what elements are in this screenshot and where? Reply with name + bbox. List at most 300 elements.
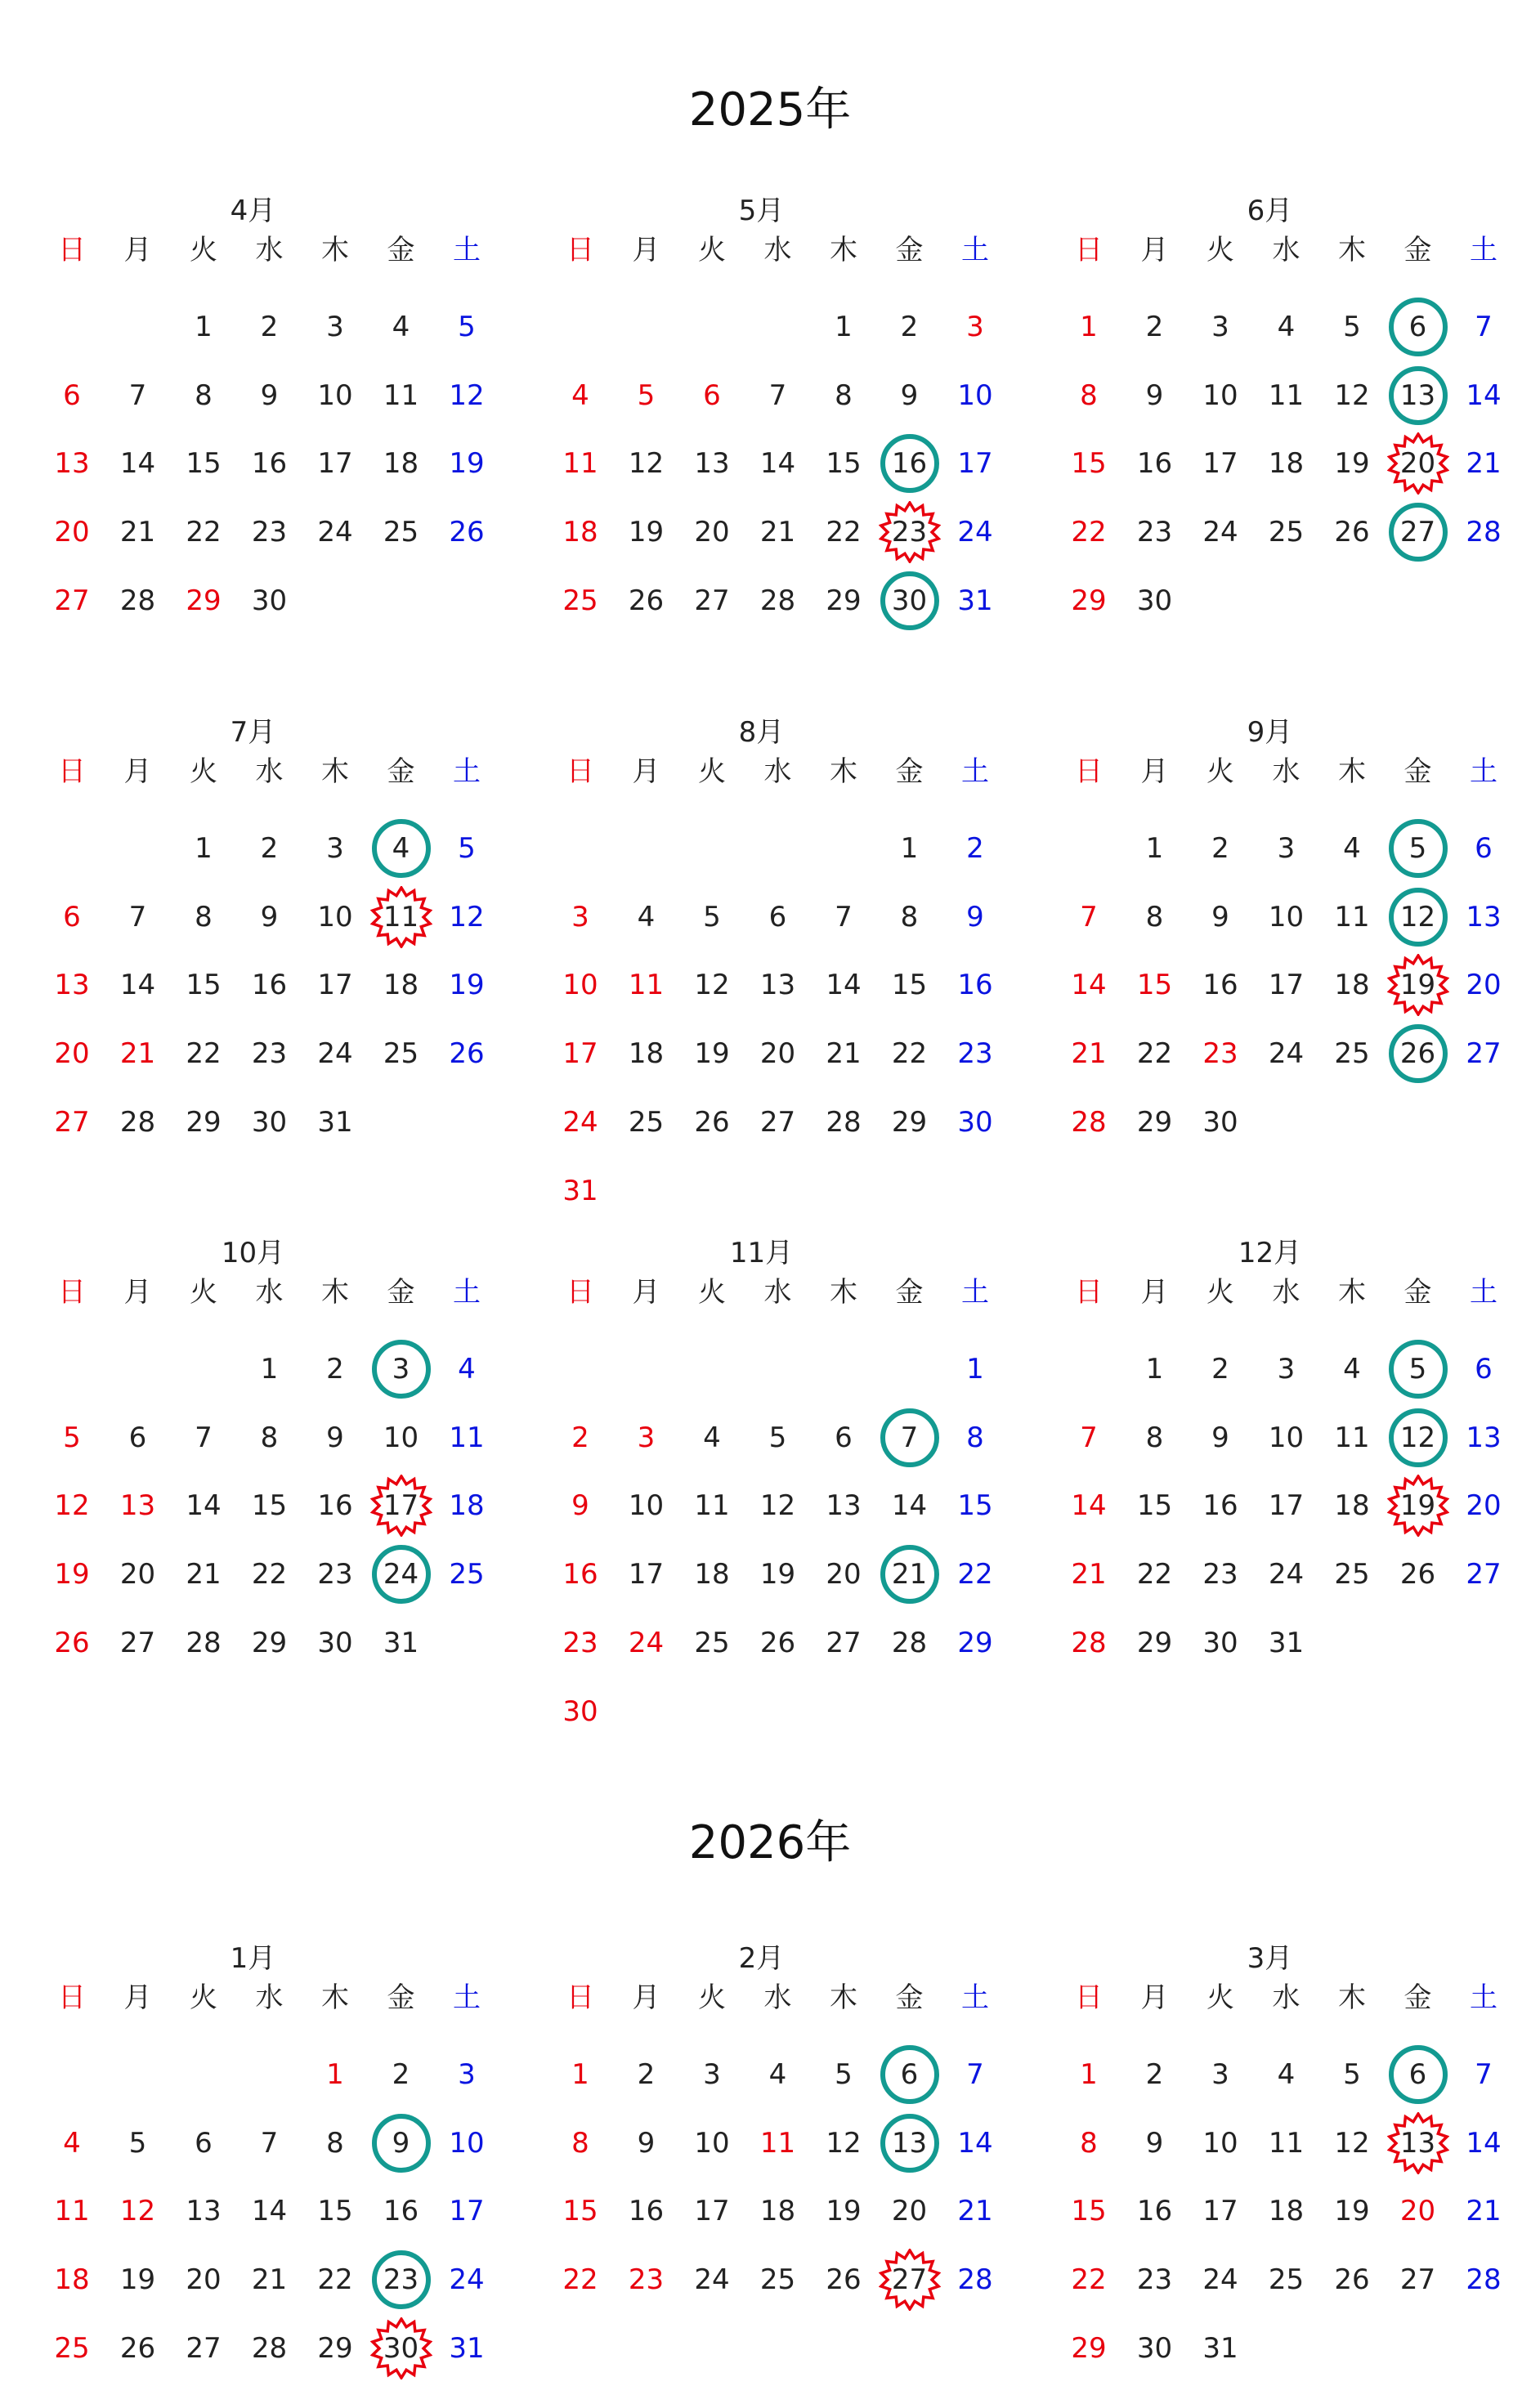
day-cell bbox=[370, 1543, 432, 1605]
day-number: 7 bbox=[900, 1421, 919, 1454]
day-cell bbox=[304, 1612, 366, 1674]
day-cell bbox=[944, 2044, 1006, 2106]
day-cell bbox=[879, 1407, 941, 1469]
day-cell bbox=[1058, 954, 1120, 1016]
day-number: 31 bbox=[449, 2331, 485, 2365]
day-cell bbox=[1256, 2112, 1318, 2174]
day-number: 9 bbox=[637, 2126, 656, 2160]
day-number: 27 bbox=[1399, 2263, 1436, 2297]
day-number: 8 bbox=[326, 2126, 344, 2160]
day-cell bbox=[436, 501, 498, 563]
day-number: 8 bbox=[1080, 2126, 1098, 2160]
weekday-header: 火 bbox=[190, 755, 217, 788]
day-number: 11 bbox=[1268, 2126, 1305, 2160]
day-cell bbox=[1124, 1612, 1186, 1674]
day-cell bbox=[1321, 1475, 1383, 1537]
day-number: 13 bbox=[54, 447, 90, 481]
day-number: 23 bbox=[317, 1558, 353, 1591]
day-number: 13 bbox=[1399, 378, 1436, 412]
month-block bbox=[56, 188, 546, 646]
day-cell bbox=[616, 1475, 678, 1537]
day-cell bbox=[1321, 365, 1383, 427]
day-number: 5 bbox=[128, 2126, 147, 2160]
day-cell bbox=[879, 817, 941, 880]
day-cell bbox=[944, 1023, 1006, 1085]
day-cell bbox=[1124, 296, 1186, 358]
day-cell bbox=[1453, 1338, 1515, 1400]
day-number: 30 bbox=[957, 1105, 993, 1139]
day-cell bbox=[1256, 817, 1318, 880]
day-cell bbox=[239, 1543, 301, 1605]
day-cell bbox=[681, 2249, 743, 2311]
day-cell bbox=[370, 296, 432, 358]
day-number: 1 bbox=[835, 311, 853, 343]
day-cell bbox=[879, 2180, 941, 2242]
day-cell bbox=[1058, 2317, 1120, 2379]
day-number: 3 bbox=[571, 900, 589, 933]
day-cell bbox=[813, 365, 875, 427]
day-number: 8 bbox=[900, 900, 919, 933]
day-cell bbox=[1453, 2180, 1515, 2242]
day-cell bbox=[239, 954, 301, 1016]
day-cell bbox=[879, 954, 941, 1016]
weekday-header: 水 bbox=[255, 755, 284, 788]
day-number: 19 bbox=[1399, 969, 1436, 1002]
day-cell bbox=[1256, 432, 1318, 495]
day-cell bbox=[1124, 365, 1186, 427]
day-cell bbox=[1124, 1091, 1186, 1153]
day-number: 4 bbox=[458, 1353, 476, 1386]
day-number: 21 bbox=[251, 2263, 288, 2297]
day-cell bbox=[304, 817, 366, 880]
day-number: 2 bbox=[326, 1353, 344, 1386]
day-number: 30 bbox=[383, 2331, 419, 2365]
day-cell bbox=[616, 1407, 678, 1469]
day-cell bbox=[813, 1407, 875, 1469]
day-cell bbox=[944, 296, 1006, 358]
day-cell bbox=[1321, 954, 1383, 1016]
day-cell bbox=[813, 2249, 875, 2311]
day-cell bbox=[549, 570, 611, 632]
day-cell bbox=[1189, 2249, 1251, 2311]
day-cell bbox=[747, 2112, 809, 2174]
month-title: 7月 bbox=[230, 716, 276, 749]
day-cell bbox=[813, 2112, 875, 2174]
day-cell bbox=[681, 1612, 743, 1674]
day-cell bbox=[107, 365, 169, 427]
day-cell bbox=[681, 2180, 743, 2242]
day-number: 17 bbox=[562, 1037, 598, 1071]
day-number: 8 bbox=[835, 378, 853, 412]
day-cell bbox=[172, 1543, 235, 1605]
day-number: 31 bbox=[1268, 1626, 1305, 1659]
day-cell bbox=[747, 2249, 809, 2311]
day-cell bbox=[370, 1612, 432, 1674]
day-number: 5 bbox=[1408, 832, 1427, 865]
day-cell bbox=[172, 2249, 235, 2311]
day-cell bbox=[370, 365, 432, 427]
day-cell bbox=[1189, 817, 1251, 880]
day-cell bbox=[879, 1612, 941, 1674]
day-cell bbox=[616, 2112, 678, 2174]
day-cell bbox=[1387, 817, 1449, 880]
day-cell bbox=[172, 1475, 235, 1537]
day-cell bbox=[436, 432, 498, 495]
weekday-header: 土 bbox=[1470, 234, 1497, 266]
day-cell bbox=[1189, 1023, 1251, 1085]
month-title: 12月 bbox=[1238, 1237, 1302, 1269]
day-cell bbox=[1453, 1543, 1515, 1605]
day-cell bbox=[41, 1475, 103, 1537]
day-number: 26 bbox=[1334, 516, 1370, 549]
day-number: 30 bbox=[251, 1105, 288, 1139]
day-number: 27 bbox=[1466, 1558, 1502, 1591]
day-number: 22 bbox=[317, 2263, 353, 2297]
weekday-header: 日 bbox=[566, 1276, 594, 1309]
day-cell bbox=[1189, 432, 1251, 495]
day-number: 26 bbox=[54, 1626, 90, 1659]
day-number: 10 bbox=[1202, 378, 1238, 412]
day-cell bbox=[1321, 1338, 1383, 1400]
day-cell bbox=[813, 296, 875, 358]
day-cell bbox=[41, 886, 103, 948]
day-cell bbox=[879, 886, 941, 948]
day-number: 28 bbox=[1071, 1105, 1107, 1139]
day-number: 19 bbox=[449, 969, 485, 1002]
weekday-header: 日 bbox=[58, 234, 86, 266]
weekday-header: 日 bbox=[58, 1981, 86, 2014]
day-number: 12 bbox=[1399, 1421, 1436, 1454]
day-number: 24 bbox=[1268, 1558, 1305, 1591]
day-number: 2 bbox=[966, 832, 984, 865]
day-cell bbox=[107, 2180, 169, 2242]
weekday-header: 木 bbox=[830, 1981, 857, 2014]
weekday-header: 土 bbox=[961, 755, 989, 788]
day-number: 29 bbox=[826, 584, 862, 617]
month-block bbox=[1072, 1936, 1540, 2393]
day-cell bbox=[370, 2112, 432, 2174]
day-cell bbox=[107, 2317, 169, 2379]
day-number: 6 bbox=[768, 900, 787, 933]
day-cell bbox=[813, 1475, 875, 1537]
day-number: 25 bbox=[1268, 516, 1305, 549]
day-number: 13 bbox=[1466, 900, 1502, 933]
weekday-header: 土 bbox=[1470, 1276, 1497, 1309]
day-cell bbox=[1387, 2112, 1449, 2174]
day-number: 17 bbox=[1268, 969, 1305, 1002]
day-number: 12 bbox=[759, 1489, 796, 1523]
weekday-header: 月 bbox=[632, 1981, 660, 2014]
day-cell bbox=[681, 886, 743, 948]
day-number: 7 bbox=[1080, 1421, 1098, 1454]
day-cell bbox=[239, 501, 301, 563]
day-cell bbox=[813, 570, 875, 632]
day-number: 26 bbox=[826, 2263, 862, 2297]
day-cell bbox=[107, 1543, 169, 1605]
day-number: 15 bbox=[1071, 2195, 1107, 2228]
day-cell bbox=[370, 501, 432, 563]
day-cell bbox=[1189, 1612, 1251, 1674]
day-number: 10 bbox=[1268, 1421, 1305, 1454]
day-number: 24 bbox=[628, 1626, 665, 1659]
month-block bbox=[1072, 1230, 1540, 1688]
day-number: 11 bbox=[1268, 378, 1305, 412]
day-cell bbox=[1387, 501, 1449, 563]
month-block bbox=[56, 710, 546, 1167]
day-cell bbox=[304, 1475, 366, 1537]
day-number: 13 bbox=[1466, 1421, 1502, 1454]
day-number: 27 bbox=[1466, 1037, 1502, 1071]
day-cell bbox=[239, 886, 301, 948]
day-cell bbox=[304, 501, 366, 563]
day-cell bbox=[944, 2180, 1006, 2242]
day-number: 12 bbox=[1334, 378, 1370, 412]
day-cell bbox=[41, 1543, 103, 1605]
day-number: 22 bbox=[1136, 1558, 1173, 1591]
day-cell bbox=[172, 1023, 235, 1085]
day-cell bbox=[1058, 501, 1120, 563]
day-number: 25 bbox=[449, 1558, 485, 1591]
day-cell bbox=[1124, 1475, 1186, 1537]
day-number: 19 bbox=[54, 1558, 90, 1591]
day-number: 5 bbox=[835, 2058, 853, 2091]
day-number: 30 bbox=[251, 584, 288, 617]
day-number: 12 bbox=[119, 2195, 156, 2228]
day-cell bbox=[879, 2249, 941, 2311]
day-number: 6 bbox=[1475, 1353, 1493, 1386]
weekday-header: 金 bbox=[895, 1981, 924, 2014]
day-cell bbox=[681, 2044, 743, 2106]
weekday-header: 木 bbox=[1338, 1981, 1366, 2014]
day-cell bbox=[436, 2249, 498, 2311]
day-cell bbox=[1256, 1407, 1318, 1469]
weekday-header: 土 bbox=[1470, 755, 1497, 788]
day-number: 5 bbox=[768, 1421, 787, 1454]
day-number: 3 bbox=[1277, 832, 1296, 865]
day-cell bbox=[549, 2044, 611, 2106]
day-cell bbox=[370, 1023, 432, 1085]
day-number: 15 bbox=[317, 2195, 353, 2228]
day-cell bbox=[1058, 1475, 1120, 1537]
day-cell bbox=[1321, 2249, 1383, 2311]
day-cell bbox=[944, 501, 1006, 563]
day-number: 12 bbox=[449, 900, 485, 933]
day-number: 9 bbox=[1211, 900, 1229, 933]
day-cell bbox=[1453, 1407, 1515, 1469]
day-cell bbox=[681, 570, 743, 632]
day-number: 10 bbox=[317, 378, 353, 412]
weekday-header: 火 bbox=[698, 1276, 726, 1309]
day-number: 8 bbox=[1080, 378, 1098, 412]
day-number: 3 bbox=[966, 311, 984, 343]
day-cell bbox=[304, 2112, 366, 2174]
day-number: 21 bbox=[826, 1037, 862, 1071]
day-cell bbox=[1387, 432, 1449, 495]
day-number: 18 bbox=[628, 1037, 665, 1071]
day-cell bbox=[1189, 954, 1251, 1016]
weekday-header: 木 bbox=[830, 1276, 857, 1309]
day-cell bbox=[304, 1338, 366, 1400]
day-number: 27 bbox=[891, 2263, 928, 2297]
day-cell bbox=[41, 1091, 103, 1153]
day-number: 29 bbox=[891, 1105, 928, 1139]
day-number: 25 bbox=[1334, 1558, 1370, 1591]
day-cell bbox=[436, 886, 498, 948]
day-cell bbox=[1058, 365, 1120, 427]
weekday-header: 水 bbox=[255, 1981, 284, 2014]
day-number: 4 bbox=[768, 2058, 787, 2091]
day-cell bbox=[304, 2249, 366, 2311]
weekday-header: 土 bbox=[961, 234, 989, 266]
day-cell bbox=[1387, 365, 1449, 427]
day-number: 4 bbox=[1277, 2058, 1296, 2091]
day-number: 18 bbox=[54, 2263, 90, 2297]
day-number: 22 bbox=[251, 1558, 288, 1591]
day-cell bbox=[944, 1612, 1006, 1674]
day-cell bbox=[616, 1023, 678, 1085]
day-number: 9 bbox=[1145, 378, 1164, 412]
month-title: 8月 bbox=[738, 716, 785, 749]
day-number: 15 bbox=[891, 969, 928, 1002]
day-number: 12 bbox=[1399, 900, 1436, 933]
day-cell bbox=[1124, 570, 1186, 632]
day-number: 24 bbox=[1202, 516, 1238, 549]
day-number: 11 bbox=[1334, 900, 1370, 933]
weekday-header: 月 bbox=[1140, 755, 1169, 788]
day-number: 26 bbox=[1399, 1037, 1436, 1071]
day-number: 23 bbox=[383, 2263, 419, 2297]
day-cell bbox=[616, 432, 678, 495]
day-number: 16 bbox=[562, 1558, 598, 1591]
day-number: 23 bbox=[891, 516, 928, 549]
day-cell bbox=[436, 1407, 498, 1469]
day-number: 23 bbox=[1136, 516, 1173, 549]
day-number: 21 bbox=[119, 1037, 156, 1071]
day-number: 23 bbox=[957, 1037, 993, 1071]
day-number: 1 bbox=[571, 2058, 589, 2091]
day-cell bbox=[1189, 1338, 1251, 1400]
day-cell bbox=[1124, 1338, 1186, 1400]
day-cell bbox=[1321, 432, 1383, 495]
day-cell bbox=[813, 1091, 875, 1153]
day-cell bbox=[370, 954, 432, 1016]
day-number: 19 bbox=[1399, 1489, 1436, 1523]
weekday-header: 土 bbox=[1470, 1981, 1497, 2014]
day-number: 10 bbox=[383, 1421, 419, 1454]
day-cell bbox=[107, 1407, 169, 1469]
day-number: 28 bbox=[957, 2263, 993, 2297]
weekday-header: 木 bbox=[321, 234, 349, 266]
day-cell bbox=[1453, 1475, 1515, 1537]
day-cell bbox=[1189, 886, 1251, 948]
day-number: 20 bbox=[54, 1037, 90, 1071]
weekday-header: 木 bbox=[321, 755, 349, 788]
day-cell bbox=[370, 2044, 432, 2106]
weekday-header: 水 bbox=[255, 234, 284, 266]
day-cell bbox=[172, 570, 235, 632]
day-number: 5 bbox=[1343, 2058, 1361, 2091]
day-cell bbox=[304, 1543, 366, 1605]
day-cell bbox=[1058, 432, 1120, 495]
weekday-header: 月 bbox=[123, 1276, 152, 1309]
weekday-header: 火 bbox=[1206, 1981, 1234, 2014]
day-cell bbox=[41, 1612, 103, 1674]
day-number: 2 bbox=[900, 311, 919, 343]
day-cell bbox=[1189, 1091, 1251, 1153]
day-cell bbox=[1124, 1543, 1186, 1605]
day-number: 22 bbox=[186, 516, 222, 549]
month-block bbox=[56, 1936, 546, 2393]
day-number: 7 bbox=[768, 378, 787, 412]
day-number: 22 bbox=[1071, 2263, 1107, 2297]
day-cell bbox=[747, 1612, 809, 1674]
day-number: 6 bbox=[63, 378, 81, 412]
day-number: 27 bbox=[54, 584, 90, 617]
day-cell bbox=[747, 365, 809, 427]
day-cell bbox=[1387, 2044, 1449, 2106]
day-number: 4 bbox=[392, 832, 410, 865]
day-cell bbox=[944, 1407, 1006, 1469]
day-number: 16 bbox=[1202, 969, 1238, 1002]
day-cell bbox=[239, 1407, 301, 1469]
day-number: 23 bbox=[1136, 2263, 1173, 2297]
weekday-header: 月 bbox=[632, 234, 660, 266]
day-number: 3 bbox=[392, 1353, 410, 1386]
weekday-header: 日 bbox=[566, 234, 594, 266]
day-number: 16 bbox=[628, 2195, 665, 2228]
day-cell bbox=[436, 954, 498, 1016]
day-number: 9 bbox=[326, 1421, 344, 1454]
day-number: 4 bbox=[1343, 1353, 1361, 1386]
day-cell bbox=[304, 1023, 366, 1085]
day-cell bbox=[436, 296, 498, 358]
day-cell bbox=[944, 570, 1006, 632]
weekday-header: 木 bbox=[1338, 234, 1366, 266]
day-number: 20 bbox=[1466, 1489, 1502, 1523]
day-cell bbox=[1058, 1543, 1120, 1605]
day-number: 8 bbox=[260, 1421, 279, 1454]
day-number: 20 bbox=[694, 516, 730, 549]
day-number: 29 bbox=[186, 584, 222, 617]
day-number: 15 bbox=[186, 447, 222, 481]
weekday-header: 金 bbox=[1403, 755, 1432, 788]
day-number: 29 bbox=[1071, 2331, 1107, 2365]
day-cell bbox=[1321, 1023, 1383, 1085]
day-number: 28 bbox=[119, 1105, 156, 1139]
day-cell bbox=[681, 1023, 743, 1085]
weekday-header: 水 bbox=[1272, 234, 1300, 266]
day-number: 21 bbox=[186, 1558, 222, 1591]
day-number: 22 bbox=[1071, 516, 1107, 549]
day-number: 4 bbox=[637, 900, 656, 933]
day-number: 19 bbox=[1334, 447, 1370, 481]
month-title: 3月 bbox=[1247, 1942, 1293, 1975]
day-cell bbox=[616, 2180, 678, 2242]
day-cell bbox=[1321, 1543, 1383, 1605]
day-number: 16 bbox=[891, 447, 928, 481]
day-cell bbox=[304, 432, 366, 495]
day-number: 30 bbox=[1202, 1105, 1238, 1139]
day-number: 14 bbox=[826, 969, 862, 1002]
day-number: 28 bbox=[1466, 516, 1502, 549]
day-number: 13 bbox=[826, 1489, 862, 1523]
day-cell bbox=[1189, 1407, 1251, 1469]
day-cell bbox=[436, 1338, 498, 1400]
weekday-header: 火 bbox=[698, 234, 726, 266]
day-cell bbox=[1256, 1475, 1318, 1537]
day-number: 2 bbox=[260, 832, 279, 865]
day-cell bbox=[879, 570, 941, 632]
